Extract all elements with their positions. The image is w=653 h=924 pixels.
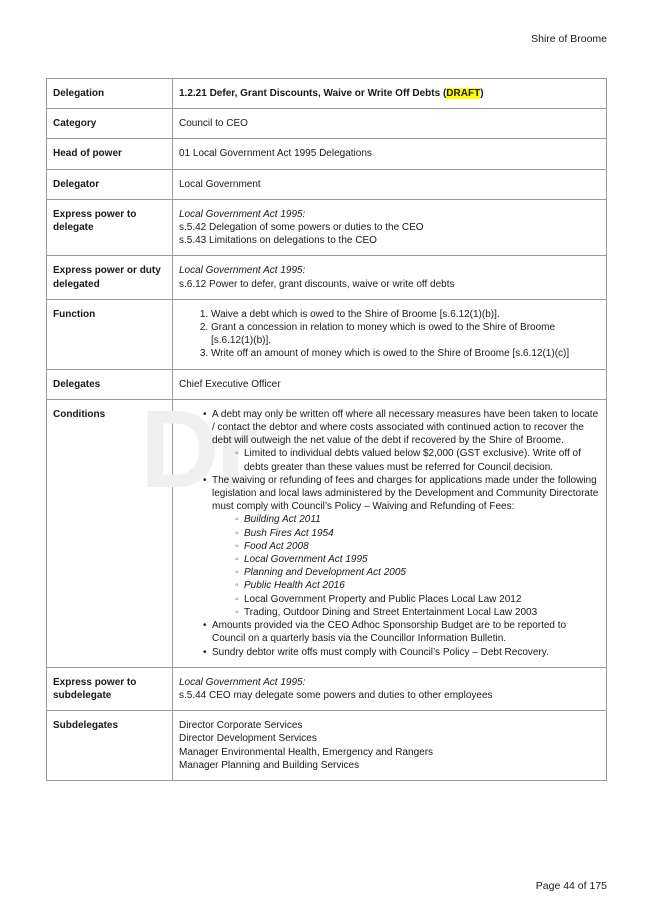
- draft-watermark: Dr: [140, 388, 255, 511]
- label-express-power-subdelegate: Express power to subdelegate: [47, 667, 173, 710]
- function-list: [179, 308, 600, 361]
- row-head-of-power: [47, 139, 607, 169]
- delegation-title-main: 1.2.21 Defer, Grant Discounts, Waive or Write Off Debts (: [179, 88, 447, 99]
- act-name: Local Government Act 1995:: [179, 676, 306, 688]
- row-conditions: [47, 399, 607, 667]
- express-power-subdelegate-value: [173, 667, 607, 710]
- row-subdelegates: [47, 711, 607, 781]
- conditions-list: [179, 408, 600, 659]
- condition-item: • Sundry debtor write offs must comply with Council’s Policy – Debt Recovery.: [212, 646, 600, 659]
- local-law: ◦ Trading, Outdoor Dining and Street Entertainment Local Law 2003: [244, 606, 600, 619]
- legislation-act: ◦ Public Health Act 2016: [244, 579, 600, 592]
- legislation-act: ◦ Local Government Act 1995: [244, 553, 600, 566]
- act-name: Local Government Act 1995:: [179, 208, 306, 220]
- function-value: [173, 299, 607, 369]
- subdelegates-value: [173, 711, 607, 781]
- label-head-of-power: Head of power: [47, 139, 173, 169]
- legislation-act: ◦ Planning and Development Act 2005: [244, 566, 600, 579]
- category-value: Council to CEO: [173, 109, 607, 139]
- legislation-act: ◦ Bush Fires Act 1954: [244, 527, 600, 540]
- condition-subitem: ◦ Limited to individual debts valued below $2,000 (GST exclusive). Write off of debts greater than these values must be referred for Council decision.: [244, 447, 600, 473]
- label-delegation: Delegation: [47, 79, 173, 109]
- section-line: s.5.42 Delegation of some powers or duties to the CEO: [179, 222, 424, 234]
- delegation-title: [173, 79, 607, 109]
- act-name: Local Government Act 1995:: [179, 265, 306, 277]
- section-line: s.6.12 Power to defer, grant discounts, waive or write off debts: [179, 278, 455, 290]
- delegation-title-close: ): [480, 88, 484, 99]
- section-line: s.5.43 Limitations on delegations to the CEO: [179, 235, 377, 247]
- legislation-act: ◦ Building Act 2011: [244, 513, 600, 526]
- row-function: [47, 299, 607, 369]
- row-delegator: [47, 169, 607, 199]
- condition-sublist: [212, 447, 600, 473]
- page-number: Page 44 of 175: [535, 880, 607, 892]
- subdelegate-line: Director Corporate Services: [179, 720, 303, 732]
- head-of-power-value: 01 Local Government Act 1995 Delegations: [173, 139, 607, 169]
- label-express-power-duty: Express power or duty delegated: [47, 256, 173, 299]
- function-item: 1. Waive a debt which is owed to the Shire of Broome [s.6.12(1)(b)].: [211, 308, 600, 321]
- function-item: 2. Grant a concession in relation to money which is owed to the Shire of Broome [s.6.12(1)(b)].: [211, 321, 600, 347]
- label-subdelegates: Subdelegates: [47, 711, 173, 781]
- conditions-value: [173, 399, 607, 667]
- row-delegation: [47, 79, 607, 109]
- legislation-sublist: [212, 513, 600, 619]
- label-express-power-delegate: Express power to delegate: [47, 199, 173, 256]
- draft-highlight: DRAFT: [446, 88, 481, 99]
- express-power-duty-value: [173, 256, 607, 299]
- row-category: [47, 109, 607, 139]
- row-delegates: [47, 369, 607, 399]
- express-power-delegate-value: [173, 199, 607, 256]
- row-express-power-delegate: [47, 199, 607, 256]
- legislation-act: ◦ Food Act 2008: [244, 540, 600, 553]
- function-item: 3. Write off an amount of money which is owed to the Shire of Broome [s.6.12(1)(c)]: [211, 347, 600, 360]
- subdelegate-line: Manager Environmental Health, Emergency and Rangers: [179, 746, 434, 758]
- subdelegate-line: Director Development Services: [179, 733, 317, 745]
- condition-text: A debt may only be written off where all necessary measures have been taken to locate / contact the debtor and where costs associated with continued action to recover the debt will outweigh the net value of the debt if recovered by the Shire of Broome.: [212, 408, 599, 447]
- subdelegate-line: Manager Planning and Building Services: [179, 759, 360, 771]
- condition-text: The waiving or refunding of fees and charges for applications made under the following legislation and local laws administered by the Development and Community Directorate must comply with Council’s Policy – Waiving and Refunding of Fees:: [212, 474, 599, 513]
- label-delegator: Delegator: [47, 169, 173, 199]
- label-category: Category: [47, 109, 173, 139]
- label-conditions: Conditions: [47, 399, 173, 667]
- label-function: Function: [47, 299, 173, 369]
- condition-item: • Amounts provided via the CEO Adhoc Sponsorship Budget are to be reported to Council on a quarterly basis via the Councillor Information Bulletin.: [212, 619, 600, 645]
- delegator-value: Local Government: [173, 169, 607, 199]
- section-line: s.5.44 CEO may delegate some powers and duties to other employees: [179, 689, 493, 701]
- label-delegates: Delegates: [47, 369, 173, 399]
- row-express-power-subdelegate: [47, 667, 607, 710]
- local-law: ◦ Local Government Property and Public Places Local Law 2012: [244, 593, 600, 606]
- header-organisation: Shire of Broome: [531, 33, 607, 45]
- delegates-value: Chief Executive Officer: [173, 369, 607, 399]
- condition-item: [212, 408, 600, 474]
- row-express-power-duty: [47, 256, 607, 299]
- delegation-table: [46, 78, 607, 781]
- condition-item: [212, 474, 600, 619]
- conditions-content: [179, 408, 600, 659]
